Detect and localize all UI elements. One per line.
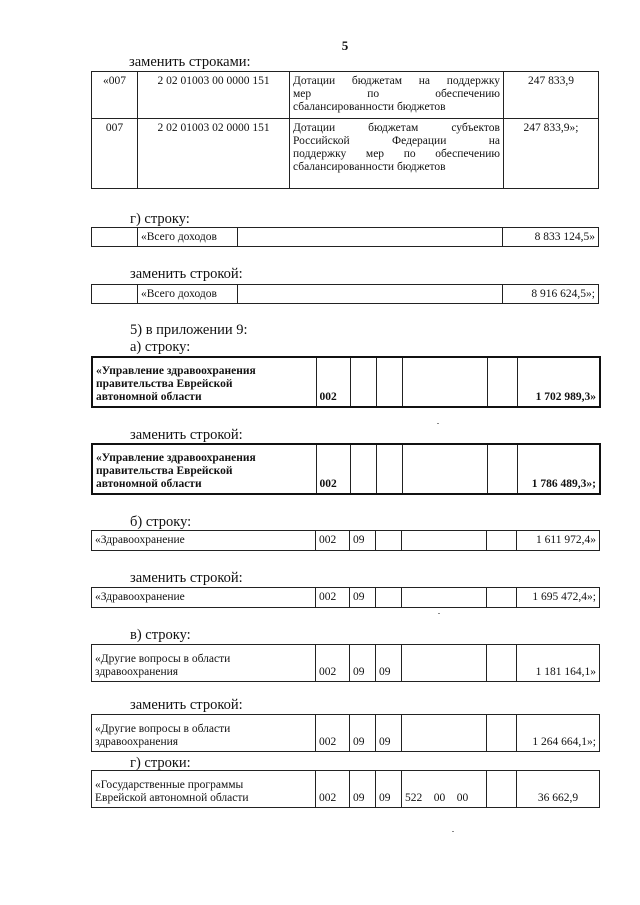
heading-replace-row: заменить строкой: (130, 697, 243, 713)
heading-g-row: г) строку: (130, 211, 190, 227)
row-pr: 09 (376, 645, 402, 682)
row-grbs: 002 (316, 771, 350, 808)
total-amount: 8 916 624,5»; (503, 285, 599, 304)
total-label: «Всего доходов (138, 285, 238, 304)
row-amount: 247 833,9 (504, 72, 599, 119)
heading-replace-row: заменить строкой: (130, 266, 243, 282)
total-income-old-table (91, 227, 599, 247)
row-name: «Здравоохранение (92, 531, 316, 551)
health-department-new-table (91, 443, 601, 495)
row-amount: 247 833,9»; (504, 119, 599, 189)
row-pr: 09 (376, 715, 402, 752)
row-name: Дотации бюджетам субъектов Российской Федерации на поддержку мер по обеспечению сбалансированности бюджетов (290, 119, 504, 189)
row-amount: 1 181 164,1» (517, 645, 600, 682)
row-pr: 09 (376, 771, 402, 808)
table-row (92, 228, 599, 247)
row-grbs: 002 (316, 645, 350, 682)
table-row (92, 357, 600, 407)
table-row (92, 771, 600, 808)
scan-speck (452, 831, 454, 832)
table-row (92, 444, 600, 494)
row-grbs: 002 (316, 715, 350, 752)
other-health-issues-old-table (91, 644, 600, 682)
row-name: «Другие вопросы в области здравоохранения (92, 645, 316, 682)
row-csr: 522 00 00 (402, 771, 487, 808)
row-grbs: 002 (316, 444, 350, 494)
heading-b-row: б) строку: (130, 514, 192, 530)
row-name: «Управление здравоохранения правительства Еврейской автономной области (92, 444, 316, 494)
health-department-old-table (91, 356, 601, 408)
heading-g-rows: г) строки: (130, 755, 191, 771)
row-amount: 1 702 989,3» (517, 357, 600, 407)
scan-speck (437, 423, 439, 424)
healthcare-old-table (91, 530, 600, 551)
row-code: «007 (92, 72, 138, 119)
row-name: «Здравоохранение (92, 588, 316, 608)
total-amount: 8 833 124,5» (503, 228, 599, 247)
row-amount: 1 695 472,4»; (517, 588, 600, 608)
healthcare-new-table (91, 587, 600, 608)
row-grbs: 002 (316, 357, 350, 407)
heading-v-row: в) строку: (130, 627, 191, 643)
row-kbk: 2 02 01003 02 0000 151 (138, 119, 290, 189)
row-rz: 09 (350, 531, 376, 551)
total-label: «Всего доходов (138, 228, 238, 247)
table-row (92, 588, 600, 608)
heading-replace-rows: заменить строками: (129, 54, 251, 70)
table-row (92, 285, 599, 304)
row-rz: 09 (350, 771, 376, 808)
table-row (92, 72, 599, 119)
table-row (92, 531, 600, 551)
row-code: 007 (92, 119, 138, 189)
row-name: «Другие вопросы в области здравоохранения (92, 715, 316, 752)
heading-appendix-9: 5) в приложении 9: (130, 322, 248, 338)
row-grbs: 002 (316, 531, 350, 551)
row-amount: 1 786 489,3»; (517, 444, 600, 494)
row-amount: 1 264 664,1»; (517, 715, 600, 752)
heading-replace-row: заменить строкой: (130, 570, 243, 586)
row-kbk: 2 02 01003 00 0000 151 (138, 72, 290, 119)
total-income-new-table (91, 284, 599, 304)
row-amount: 1 611 972,4» (517, 531, 600, 551)
income-replacement-table (91, 71, 599, 189)
row-rz: 09 (350, 645, 376, 682)
scan-speck (438, 613, 440, 614)
table-row (92, 119, 599, 189)
row-rz: 09 (350, 715, 376, 752)
page-number: 5 (341, 38, 349, 53)
row-grbs: 002 (316, 588, 350, 608)
heading-replace-row: заменить строкой: (130, 427, 243, 443)
table-row (92, 645, 600, 682)
row-name: «Государственные программы Еврейской автономной области (92, 771, 316, 808)
heading-a-row: а) строку: (130, 339, 191, 355)
other-health-issues-new-table (91, 714, 600, 752)
row-name: Дотации бюджетам на поддержку мер по обеспечению сбалансированности бюджетов (290, 72, 504, 119)
row-rz: 09 (350, 588, 376, 608)
table-row (92, 715, 600, 752)
row-amount: 36 662,9 (517, 771, 600, 808)
state-programs-old-table (91, 770, 600, 808)
row-name: «Управление здравоохранения правительства Еврейской автономной области (92, 357, 316, 407)
